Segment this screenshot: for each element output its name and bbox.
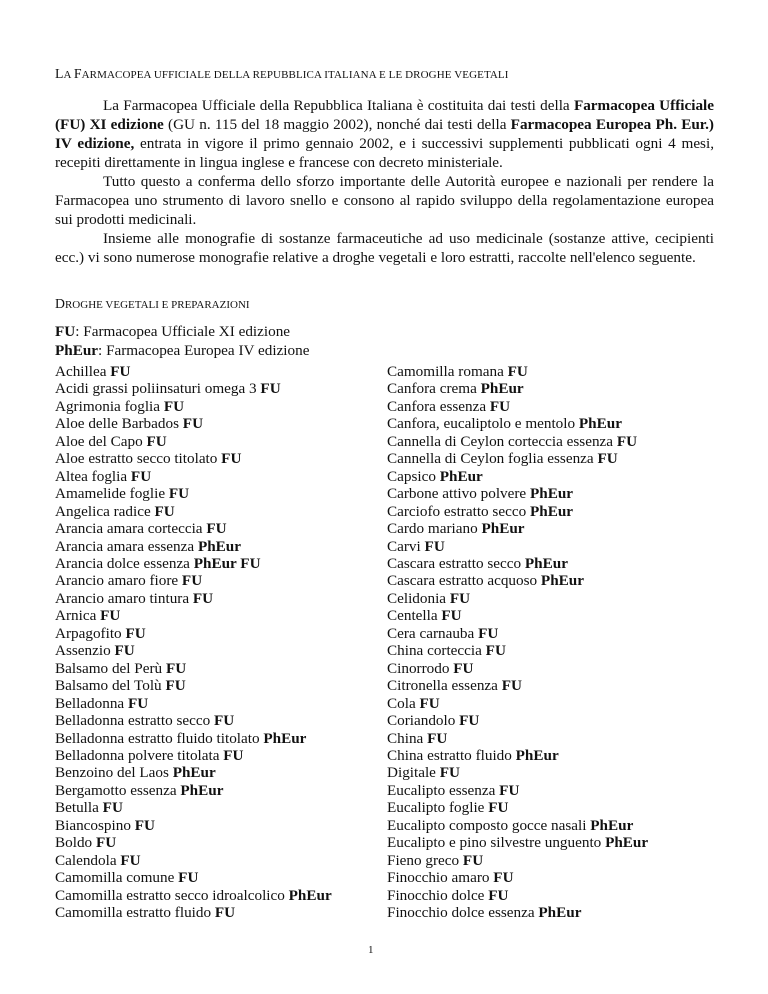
- drug-name: Altea foglia: [55, 467, 131, 485]
- list-item: [55, 764, 332, 781]
- legend-abbr: PhEur: [55, 342, 99, 359]
- drug-name: Balsamo del Perù: [55, 659, 166, 677]
- list-item: [387, 398, 648, 415]
- source-badge: FU: [221, 450, 242, 468]
- drug-name: Citronella essenza: [387, 677, 502, 695]
- legend-abbr: FU: [55, 323, 76, 340]
- source-badge: FU: [163, 397, 185, 415]
- source-badge: FU: [165, 659, 187, 677]
- drug-name: Finocchio dolce: [387, 886, 489, 904]
- source-badge: FU: [493, 869, 514, 887]
- source-badge: FU: [488, 799, 509, 817]
- source-badge: PhEur: [578, 415, 622, 433]
- legend-desc: : Farmacopea Europea IV edizione: [98, 342, 310, 359]
- list-item: [387, 538, 648, 555]
- list-item: [387, 503, 648, 520]
- list-item: [387, 904, 648, 921]
- list-item: [387, 764, 648, 781]
- drug-name: Finocchio amaro: [387, 869, 494, 887]
- drug-name: Boldo: [55, 834, 96, 852]
- list-item: [387, 520, 648, 537]
- drug-name: Capsico: [387, 467, 440, 485]
- list-item: [55, 834, 332, 851]
- list-item: [387, 380, 648, 397]
- source-badge: FU: [110, 363, 131, 380]
- list-item: [387, 468, 648, 485]
- intro-paragraph-2: Tutto questo a conferma dello sforzo importante delle Autorità europee e nazionali per rendere la Farmacopea uno strumento di lavoro snello e consono al rapido sviluppo della regolamentazione europea sui prodotti medicinali.: [55, 173, 714, 228]
- source-badge: FU: [181, 572, 203, 590]
- drug-name: Belladonna: [55, 694, 128, 712]
- list-item: [55, 450, 332, 467]
- drug-name: Celidonia: [387, 589, 450, 607]
- list-item: [387, 660, 648, 677]
- source-badge: FU: [127, 694, 149, 712]
- list-item: [55, 485, 332, 502]
- source-badge: PhEur: [538, 904, 582, 922]
- source-badge: FU: [478, 624, 499, 642]
- source-badge: FU: [488, 886, 509, 904]
- drug-name: Aloe delle Barbados: [55, 415, 183, 433]
- drug-name: Cinorrodo: [387, 659, 454, 677]
- drug-name: Bergamotto essenza: [55, 781, 181, 799]
- intro-text-span: (GU n. 115 del 18 maggio 2002), nonché dai testi della: [163, 116, 511, 133]
- drug-name: Carvi: [387, 537, 425, 555]
- drug-name: Camomilla comune: [55, 869, 179, 887]
- drug-name: China: [387, 729, 428, 747]
- drug-name: Angelica radice: [55, 502, 155, 520]
- list-item: [55, 572, 332, 589]
- source-badge: FU: [178, 869, 199, 887]
- document-heading: [55, 66, 509, 82]
- list-item: [387, 782, 648, 799]
- list-item: [387, 555, 648, 572]
- list-item: [387, 363, 648, 380]
- drug-name: Arancia dolce essenza: [55, 554, 194, 572]
- list-item: [387, 730, 648, 747]
- list-item: [387, 433, 648, 450]
- source-badge: FU: [182, 415, 204, 433]
- list-item: [55, 852, 332, 869]
- drug-name: Balsamo del Tolù: [55, 677, 166, 695]
- list-item: [387, 834, 648, 851]
- intro-bold-span: Farmacopea Europea Ph. Eur.) IV edizione,: [55, 116, 714, 152]
- source-badge: FU: [130, 467, 152, 485]
- source-badge: FU: [168, 485, 190, 503]
- source-badge: PhEur: [288, 886, 332, 904]
- source-badge: PhEur: [529, 485, 574, 503]
- drug-name: Eucalipto e pino silvestre unguento: [387, 834, 606, 852]
- source-badge: FU: [597, 450, 618, 468]
- list-item: [55, 817, 332, 834]
- list-item: [387, 799, 648, 816]
- drug-name: Eucalipto composto gocce nasali: [387, 816, 591, 834]
- drug-name: Cola: [387, 694, 420, 712]
- heading-text: ARMACOPEA UFFICIALE DELLA REPUBBLICA ITALIANA E LE DROGHE VEGETALI: [81, 69, 509, 81]
- source-badge: PhEur: [263, 729, 307, 747]
- list-item: [387, 887, 648, 904]
- heading-text: A: [63, 69, 74, 81]
- source-badge: FU: [154, 502, 175, 520]
- source-badge: FU: [616, 432, 638, 450]
- list-item: [55, 468, 332, 485]
- list-item: [55, 887, 332, 904]
- drug-name: Arancia amara essenza: [55, 537, 198, 555]
- drug-name: Canfora crema: [387, 380, 481, 398]
- list-item: [387, 415, 648, 432]
- list-item: [55, 607, 332, 624]
- drug-name: Amamelide foglie: [55, 485, 169, 503]
- section-title: [55, 296, 250, 312]
- list-item: [387, 450, 648, 467]
- list-item: [387, 695, 648, 712]
- source-badge: FU: [424, 537, 445, 555]
- drug-name: Aloe estratto secco titolato: [55, 450, 222, 468]
- source-badge: FU: [439, 764, 460, 782]
- drug-name: Camomilla estratto secco idroalcolico: [55, 886, 289, 904]
- source-badge: FU: [214, 712, 235, 730]
- list-item: [55, 503, 332, 520]
- list-item: [387, 590, 648, 607]
- drug-name: Arnica: [55, 607, 101, 625]
- intro-text-span: La Farmacopea Ufficiale della Repubblica Italiana è costituita dai testi della: [103, 97, 574, 114]
- source-badge: FU: [499, 781, 520, 799]
- section-initial: D: [55, 296, 65, 311]
- drug-name: Centella: [387, 607, 442, 625]
- list-item: [55, 363, 332, 380]
- drug-name: Cascara estratto acquoso: [387, 572, 541, 590]
- source-badge: FU: [427, 729, 448, 747]
- list-item: [55, 782, 332, 799]
- list-item: [387, 607, 648, 624]
- intro-text-span: entrata in vigore il primo gennaio 2002, e i successivi supplementi pubblicati ogni 4 mesi, recepiti direttamente in lingua inglese e francese con decreto ministeriale.: [55, 135, 714, 171]
- list-item: [387, 625, 648, 642]
- source-badge: FU: [146, 432, 167, 450]
- drug-name: Arpagofito: [55, 624, 126, 642]
- source-badge: FU: [114, 642, 135, 660]
- list-item: [55, 869, 332, 886]
- drug-name: Achillea: [55, 363, 111, 380]
- drug-name: Finocchio dolce essenza: [387, 904, 539, 922]
- list-item: [55, 590, 332, 607]
- drug-name: Digitale: [387, 764, 440, 782]
- drug-name: Belladonna estratto secco: [55, 712, 214, 730]
- drug-name: Benzoino del Laos: [55, 764, 173, 782]
- heading-initial: L: [55, 66, 64, 81]
- drug-name: Cannella di Ceylon corteccia essenza: [387, 432, 617, 450]
- drug-name: Agrimonia foglia: [55, 397, 164, 415]
- list-item: [387, 572, 648, 589]
- drug-name: Canfora essenza: [387, 397, 490, 415]
- drug-name: Canfora, eucaliptolo e mentolo: [387, 415, 579, 433]
- list-item: [55, 433, 332, 450]
- list-item: [55, 642, 332, 659]
- drug-name: Eucalipto essenza: [387, 781, 500, 799]
- list-item: [55, 677, 332, 694]
- list-item: [55, 712, 332, 729]
- list-item: [55, 398, 332, 415]
- source-badge: FU: [501, 677, 522, 695]
- source-badge: FU: [125, 624, 146, 642]
- drug-name: Cardo mariano: [387, 520, 482, 538]
- list-item: [55, 660, 332, 677]
- legend-desc: : Farmacopea Ufficiale XI edizione: [75, 323, 291, 340]
- drug-name: China corteccia: [387, 642, 486, 660]
- drug-name: Cera carnauba: [387, 624, 479, 642]
- source-badge: FU: [485, 642, 506, 660]
- drug-name: Eucalipto foglie: [387, 799, 489, 817]
- source-badge: PhEur: [480, 380, 524, 398]
- source-badge: FU: [206, 520, 227, 538]
- drug-name: Calendola: [55, 851, 121, 869]
- drug-name: Coriandolo: [387, 712, 460, 730]
- source-badge: FU: [489, 397, 511, 415]
- list-item: [55, 538, 332, 555]
- list-item: [55, 625, 332, 642]
- list-item: [55, 415, 332, 432]
- source-badge: PhEur: [540, 572, 584, 590]
- drug-name: Arancio amaro fiore: [55, 572, 182, 590]
- list-item: [387, 852, 648, 869]
- intro-paragraph-3: Insieme alle monografie di sostanze farmaceutiche ad uso medicinale (sostanze attive, cecipienti ecc.) vi sono numerose monografie relative a droghe vegetali e loro estratti, raccolte nell'elenco seguente.: [55, 230, 714, 266]
- source-badge: PhEur: [524, 554, 568, 572]
- drug-name: Cannella di Ceylon foglia essenza: [387, 450, 598, 468]
- source-badge: FU: [192, 589, 214, 607]
- list-item: [387, 747, 648, 764]
- source-badge: FU: [120, 851, 141, 869]
- list-item: [387, 485, 648, 502]
- list-item: [55, 730, 332, 747]
- source-badge: FU: [100, 607, 121, 625]
- source-badge: FU: [462, 851, 484, 869]
- list-item: [387, 869, 648, 886]
- source-badge: FU: [102, 799, 123, 817]
- source-badge: FU: [453, 659, 474, 677]
- source-badge: FU: [95, 834, 117, 852]
- source-badge: FU: [214, 904, 236, 922]
- page-number: 1: [368, 944, 374, 956]
- source-badge: FU: [165, 677, 186, 695]
- intro-bold-span: Farmacopea Ufficiale (FU) XI edizione: [55, 97, 714, 133]
- drug-name: Camomilla estratto fluido: [55, 904, 215, 922]
- list-item: [387, 817, 648, 834]
- source-badge: PhEur: [515, 746, 559, 764]
- source-badge: FU: [223, 746, 244, 764]
- drug-name: Aloe del Capo: [55, 432, 147, 450]
- list-item: [55, 555, 332, 572]
- source-badge: PhEur: [180, 781, 224, 799]
- drug-name: Belladonna estratto fluido titolato: [55, 729, 264, 747]
- source-badge: FU: [419, 694, 440, 712]
- source-badge: FU: [260, 380, 281, 398]
- drug-list-left-column: [55, 363, 332, 922]
- source-badge: FU: [134, 816, 155, 834]
- drug-name: Acidi grassi poliinsaturi omega 3: [55, 380, 261, 398]
- drug-name: Fieno greco: [387, 851, 463, 869]
- legend-item-fu: [55, 322, 309, 341]
- source-badge: PhEur: [197, 537, 241, 555]
- list-item: [55, 380, 332, 397]
- heading-initial: F: [73, 66, 82, 81]
- intro-paragraph-1: [55, 96, 714, 172]
- drug-name: Betulla: [55, 799, 103, 817]
- list-item: [387, 712, 648, 729]
- list-item: [55, 799, 332, 816]
- section-text: ROGHE VEGETALI E PREPARAZIONI: [64, 299, 250, 311]
- drug-name: Arancia amara corteccia: [55, 520, 207, 538]
- source-badge: PhEur: [529, 502, 574, 520]
- drug-name: Camomilla romana: [387, 363, 508, 380]
- source-badge: PhEur: [481, 520, 525, 538]
- list-item: [55, 520, 332, 537]
- list-item: [55, 695, 332, 712]
- drug-name: Cascara estratto secco: [387, 554, 525, 572]
- abbreviation-legend: [55, 322, 309, 360]
- legend-item-pheur: [55, 341, 309, 360]
- drug-name: Carciofo estratto secco: [387, 502, 530, 520]
- list-item: [387, 677, 648, 694]
- list-item: [55, 747, 332, 764]
- drug-name: Belladonna polvere titolata: [55, 746, 224, 764]
- drug-name: Carbone attivo polvere: [387, 485, 530, 503]
- source-badge: PhEur: [172, 764, 216, 782]
- list-item: [55, 904, 332, 921]
- list-item: [387, 642, 648, 659]
- drug-name: Assenzio: [55, 642, 115, 660]
- source-badge: PhEur: [439, 467, 483, 485]
- source-badge: PhEur: [605, 834, 649, 852]
- source-badge: PhEur: [590, 816, 634, 834]
- drug-name: China estratto fluido: [387, 746, 516, 764]
- drug-name: Biancospino: [55, 816, 135, 834]
- intro-text: [55, 96, 714, 267]
- source-badge: FU: [449, 589, 471, 607]
- source-badge: FU: [459, 712, 480, 730]
- drug-name: Arancio amaro tintura: [55, 589, 193, 607]
- source-badge: FU: [507, 363, 528, 380]
- source-badge: FU: [441, 607, 462, 625]
- drug-list-right-column: [387, 363, 648, 922]
- source-badge: PhEur FU: [193, 554, 261, 572]
